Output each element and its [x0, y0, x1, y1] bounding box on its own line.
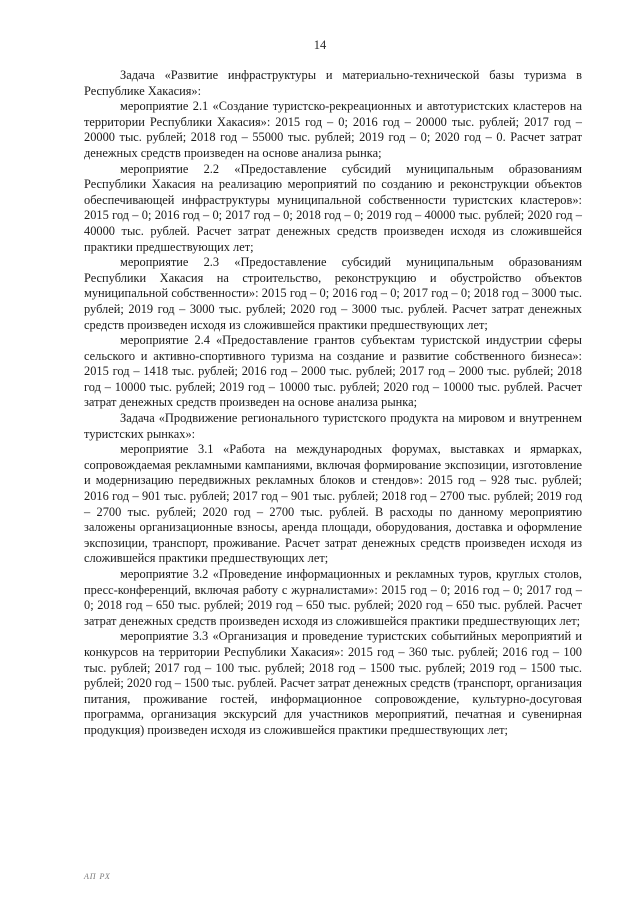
- measure-2-1-paragraph: мероприятие 2.1 «Создание туристско-рекреационных и автотуристских кластеров на территории Республики Хакасия»: 2015 год – 0; 2016 год – 20000 тыс. рублей; 2017 год – 20000 тыс. рублей; 2018 год – 55000 тыс. рублей; 2019 год – 0; 2020 год – 0. Расчет затрат денежных средств произведен на основе анализа рынка;: [84, 99, 582, 160]
- measure-3-1-paragraph: мероприятие 3.1 «Работа на международных форумах, выставках и ярмарках, сопровождаемая рекламными кампаниями, включая формирование экспозиции, изготовление и модернизацию передвижных рекламных блоков и стендов»: 2015 год – 928 тыс. рублей; 2016 год – 901 тыс. рублей; 2017 год – 901 тыс. рублей; 2018 год – 2700 тыс. рублей; 2019 год – 2700 тыс. рублей; 2020 год – 2700 тыс. рублей. В расходы по данному мероприятию заложены организационные взносы, аренда площади, оборудования, доставка и оформление экспозиции, транспорт, проживание. Расчет затрат денежных средств произведен исходя из сложившейся практики предшествующих лет;: [84, 442, 582, 566]
- measure-2-3-paragraph: мероприятие 2.3 «Предоставление субсидий муниципальным образованиям Республики Хакасия на строительство, реконструкцию и обустройство объектов муниципальной собственности»: 2015 год – 0; 2016 год – 0; 2017 год – 0; 2018 год – 3000 тыс. рублей; 2019 год – 3000 тыс. рублей; 2020 год – 3000 тыс. рублей. Расчет затрат денежных средств произведен исходя из сложившейся практики предшествующих лет;: [84, 255, 582, 332]
- task-heading-promotion: Задача «Продвижение регионального туристского продукта на мировом и внутреннем туристских рынках»:: [84, 411, 582, 441]
- task-heading-infrastructure: Задача «Развитие инфраструктуры и материально-технической базы туризма в Республике Хакасия»:: [84, 68, 582, 98]
- page-number: 14: [313, 38, 327, 52]
- footer-stamp: АП РХ: [84, 872, 111, 881]
- measure-3-2-paragraph: мероприятие 3.2 «Проведение информационных и рекламных туров, круглых столов, пресс-конференций, включая работу с журналистами»: 2015 год – 0; 2016 год – 0; 2017 год – 0; 2018 год – 650 тыс. рублей; 2019 год – 650 тыс. рублей; 2020 год – 650 тыс. рублей. Расчет затрат денежных средств произведен исходя из сложившейся практики предшествующих лет;: [84, 567, 582, 628]
- document-body: [84, 68, 582, 739]
- measure-2-2-paragraph: мероприятие 2.2 «Предоставление субсидий муниципальным образованиям Республики Хакасия на реализацию мероприятий по созданию и реконструкции объектов обеспечивающей инфраструктуры муниципальной собственности туристских кластеров»: 2015 год – 0; 2016 год – 0; 2017 год – 0; 2018 год – 0; 2019 год – 40000 тыс. рублей; 2020 год – 40000 тыс. рублей. Расчет затрат денежных средств произведен исходя из сложившейся практики предшествующих лет;: [84, 161, 582, 254]
- measure-2-4-paragraph: мероприятие 2.4 «Предоставление грантов субъектам туристской индустрии сферы сельского и активно-спортивного туризма на создание и развитие собственного бизнеса»: 2015 год – 1418 тыс. рублей; 2016 год – 2000 тыс. рублей; 2017 год – 2000 тыс. рублей; 2018 год – 10000 тыс. рублей; 2019 год – 10000 тыс. рублей; 2020 год – 10000 тыс. рублей. Расчет затрат денежных средств произведен на основе анализа рынка;: [84, 333, 582, 410]
- measure-3-3-paragraph: мероприятие 3.3 «Организация и проведение туристских событийных мероприятий и конкурсов на территории Республики Хакасия»: 2015 год – 360 тыс. рублей; 2016 год – 100 тыс. рублей; 2017 год – 100 тыс. рублей; 2018 год – 1500 тыс. рублей; 2019 год – 1500 тыс. рублей; 2020 год – 1500 тыс. рублей. Расчет затрат денежных средств (транспорт, организация питания, проживание гостей, информационное сопровождение, культурно-досуговая программа, организация экскурсий для участников мероприятий, печатная и сувенирная продукция) произведен исходя из сложившейся практики предшествующих лет;: [84, 629, 582, 737]
